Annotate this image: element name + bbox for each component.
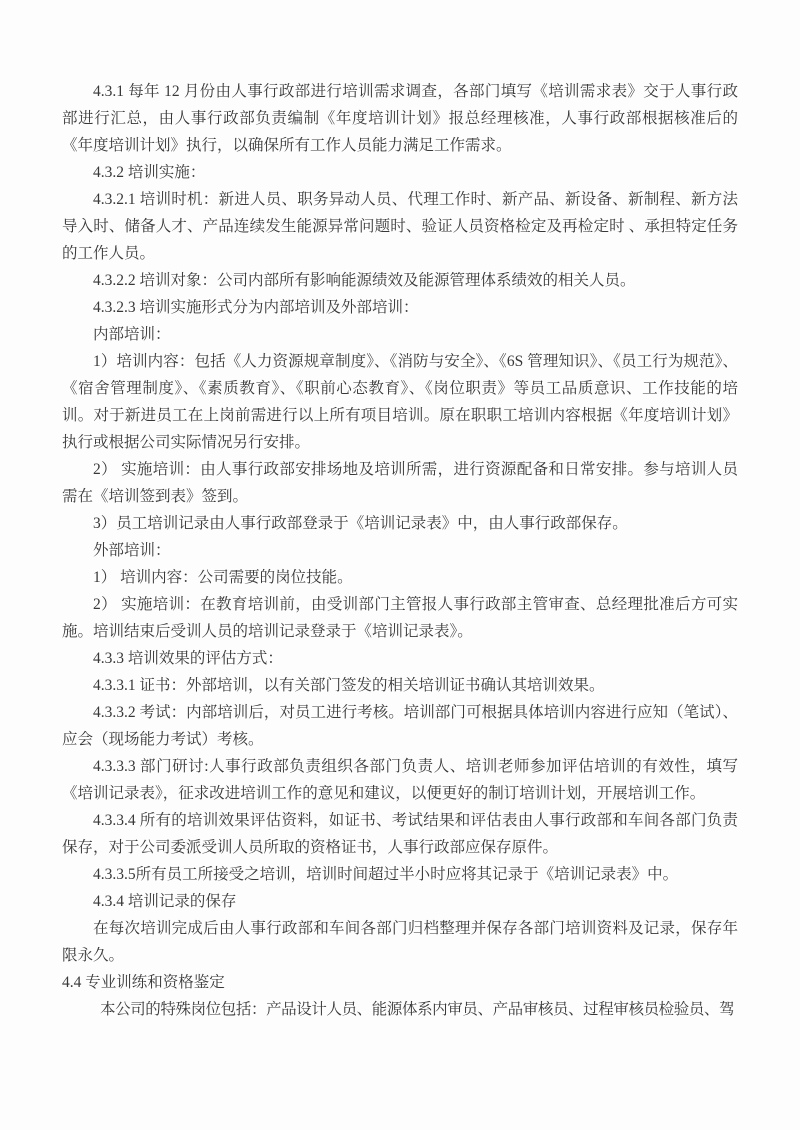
- paragraph-20: 在每次培训完成后由人事行政部和车间各部门归档整理并保存各部门培训资料及记录，保存年限永久。: [62, 920, 738, 964]
- paragraph-12: 2） 实施培训：在教育培训前，由受训部门主管报人事行政部主管审查、总经理批准后方可实施。培训结束后受训人员的培训记录登录于《培训记录表》。: [62, 596, 738, 640]
- paragraph-7: 1）培训内容：包括《人力资源规章制度》、《消防与安全》、《6S 管理知识》、《员工行为规范》、《宿舍管理制度》、《素质教育》、《职前心态教育》、《岗位职责》等员工品质意识、工作技能的培训。对于新进员工在上岗前需进行以上所有项目培训。原在职职工培训内容根据《年度培训计划》执行或根据公司实际情况另行安排。: [62, 353, 738, 451]
- paragraph-11: 1） 培训内容：公司需要的岗位技能。: [93, 569, 353, 586]
- paragraph-2: 4.3.2 培训实施：: [93, 164, 206, 181]
- paragraph-19: 4.3.4 培训记录的保存: [93, 893, 237, 910]
- paragraph-1: 4.3.1 每年 12 月份由人事行政部进行培训需求调查，各部门填写《培训需求表》交于人事行政部进行汇总，由人事行政部负责编制《年度培训计划》报总经理核准，人事行政部根据核准后的《年度培训计划》执行，以确保所有工作人员能力满足工作需求。: [62, 83, 738, 154]
- paragraph-9: 3）员工培训记录由人事行政部登录于《培训记录表》中，由人事行政部保存。: [93, 515, 628, 532]
- paragraph-4: 4.3.2.2 培训对象：公司内部所有影响能源绩效及能源管理体系绩效的相关人员。: [93, 272, 636, 289]
- paragraph-13: 4.3.3 培训效果的评估方式：: [93, 650, 283, 667]
- paragraph-22: 本公司的特殊岗位包括：产品设计人员、能源体系内审员、产品审核员、过程审核员检验员、驾: [99, 1001, 735, 1018]
- paragraph-6: 内部培训：: [93, 326, 171, 343]
- paragraph-15: 4.3.3.2 考试：内部培训后，对员工进行考核。培训部门可根据具体培训内容进行应知（笔试）、应会（现场能力考试）考核。: [62, 704, 738, 748]
- paragraph-3: 4.3.2.1 培训时机：新进人员、职务异动人员、代理工作时、新产品、新设备、新制程、新方法导入时、储备人才、产品连续发生能源异常问题时、验证人员资格检定及再检定时 、承担特定任务的工作人员。: [62, 191, 738, 262]
- paragraph-14: 4.3.3.1 证书：外部培训，以有关部门签发的相关培训证书确认其培训效果。: [93, 677, 605, 694]
- paragraph-17: 4.3.3.4 所有的培训效果评估资料，如证书、考试结果和评估表由人事行政部和车间各部门负责保存，对于公司委派受训人员所取的资格证书，人事行政部应保存原件。: [62, 812, 738, 856]
- paragraph-21: 4.4 专业训练和资格鉴定: [62, 974, 225, 991]
- paragraph-18: 4.3.3.5所有员工所接受之培训，培训时间超过半小时应将其记录于《培训记录表》中。: [93, 866, 679, 883]
- paragraph-10: 外部培训：: [93, 542, 171, 559]
- document-content: [62, 78, 738, 1023]
- paragraph-5: 4.3.2.3 培训实施形式分为内部培训及外部培训：: [93, 299, 419, 316]
- paragraph-8: 2） 实施培训：由人事行政部安排场地及培训所需，进行资源配备和日常安排。参与培训人员需在《培训签到表》签到。: [62, 461, 738, 505]
- paragraph-16: 4.3.3.3 部门研讨:人事行政部负责组织各部门负责人、培训老师参加评估培训的有效性，填写《培训记录表》，征求改进培训工作的意见和建议，以便更好的制订培训计划，开展培训工作。: [62, 758, 738, 802]
